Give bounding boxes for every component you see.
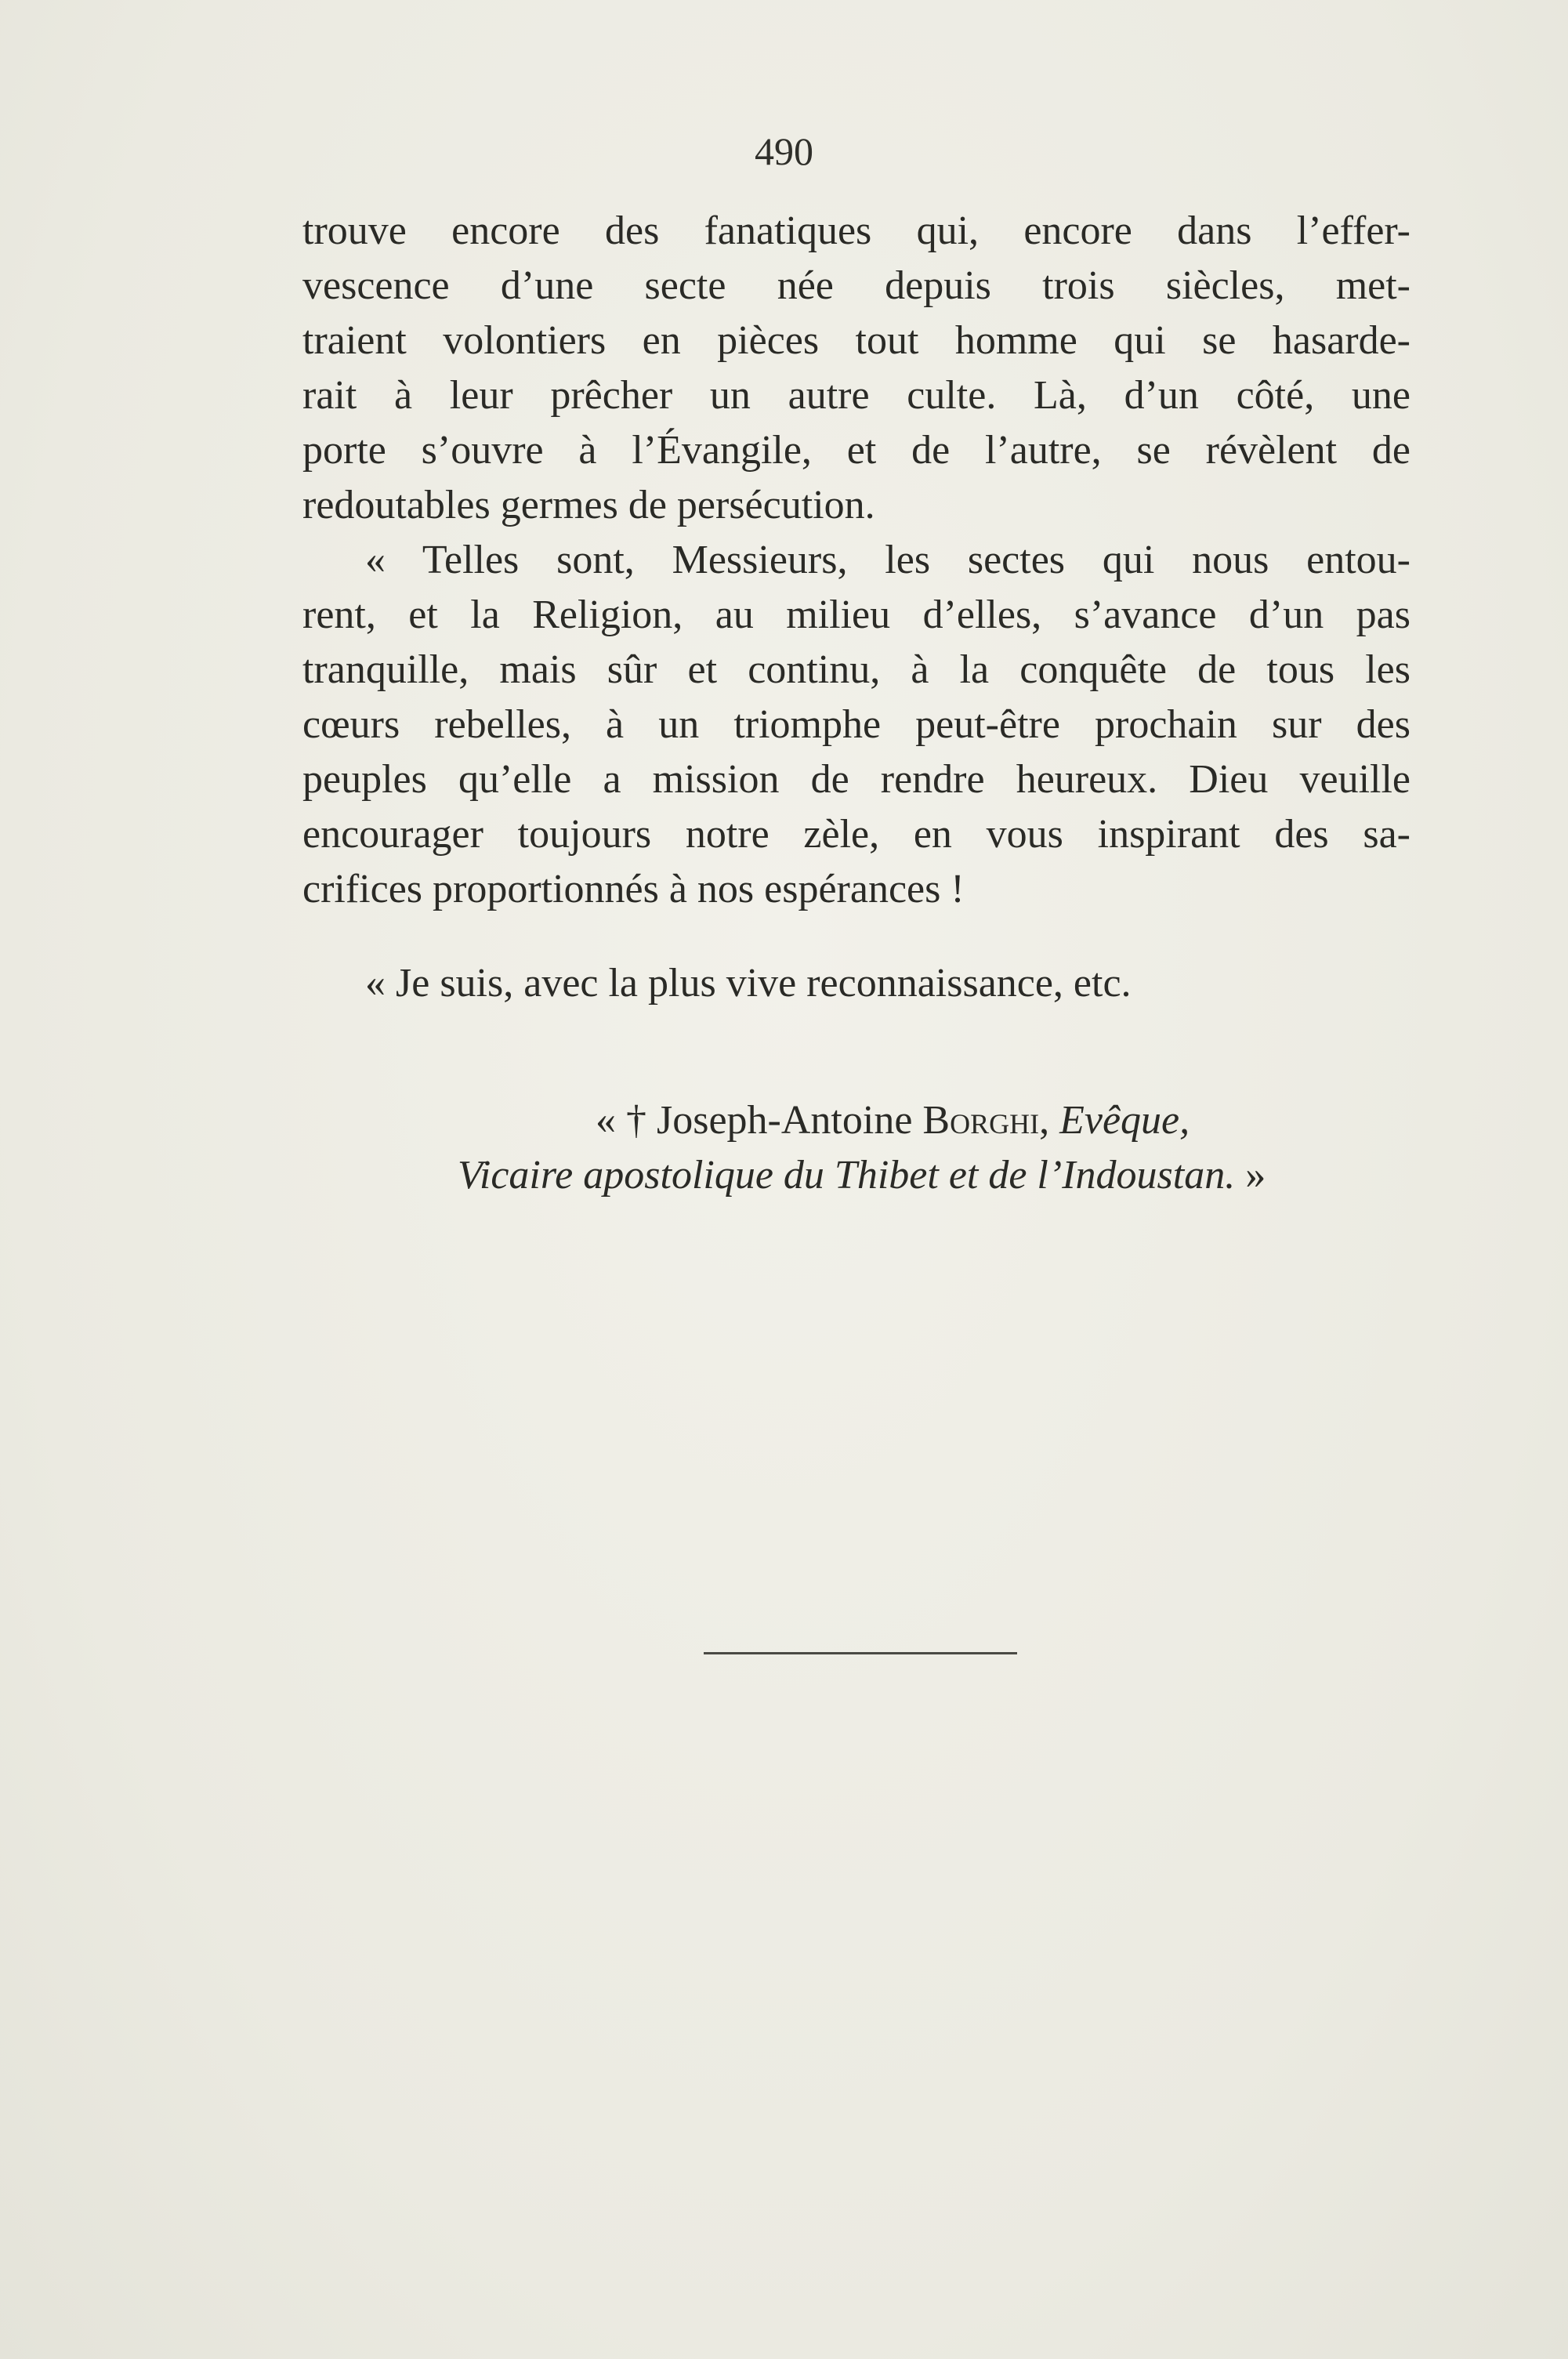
text-line: crifices proportionnés à nos espérances ! bbox=[302, 867, 965, 911]
page-number: 490 bbox=[755, 129, 813, 173]
closing-line: « Je suis, avec la plus vive reconnaissance, etc. bbox=[365, 961, 1132, 1006]
signature-prefix: « † Joseph-Antoine bbox=[596, 1098, 923, 1143]
signature-line-2 bbox=[458, 1148, 1266, 1203]
text-line: tranquille, mais sûr et continu, à la conquête de tous les bbox=[302, 647, 1410, 692]
signature-surname: Borghi bbox=[922, 1098, 1040, 1143]
signature-close-quote: » bbox=[1235, 1153, 1266, 1198]
text-line: porte s’ouvre à l’Évangile, et de l’autre, se révèlent de bbox=[302, 428, 1410, 473]
body-text bbox=[302, 204, 1410, 917]
text-line: redoutables germes de persécution. bbox=[302, 483, 875, 527]
signature-title: Evêque, bbox=[1059, 1098, 1190, 1143]
text-line: trouve encore des fanatiques qui, encore dans l’effer- bbox=[302, 208, 1410, 253]
text-line: traient volontiers en pièces tout homme qui se hasarde- bbox=[302, 318, 1410, 363]
signature-line-1 bbox=[596, 1093, 1190, 1148]
text-line: peuples qu’elle a mission de rendre heureux. Dieu veuille bbox=[302, 757, 1410, 802]
text-line: rent, et la Religion, au milieu d’elles, s’avance d’un pas bbox=[302, 592, 1410, 637]
signature-separator: , bbox=[1039, 1098, 1060, 1143]
text-line: encourager toujours notre zèle, en vous inspirant des sa- bbox=[302, 812, 1410, 857]
text-line: vescence d’une secte née depuis trois siècles, met- bbox=[302, 263, 1410, 308]
text-line: rait à leur prêcher un autre culte. Là, d’un côté, une bbox=[302, 373, 1410, 418]
text-line: « Telles sont, Messieurs, les sectes qui nous entou- bbox=[365, 538, 1410, 582]
text-line: cœurs rebelles, à un triomphe peut-être prochain sur des bbox=[302, 702, 1410, 747]
end-rule bbox=[704, 1652, 1017, 1654]
signature-office: Vicaire apostolique du Thibet et de l’Indoustan. bbox=[458, 1153, 1236, 1198]
paragraph-1 bbox=[302, 204, 1410, 533]
paragraph-2 bbox=[302, 533, 1410, 917]
